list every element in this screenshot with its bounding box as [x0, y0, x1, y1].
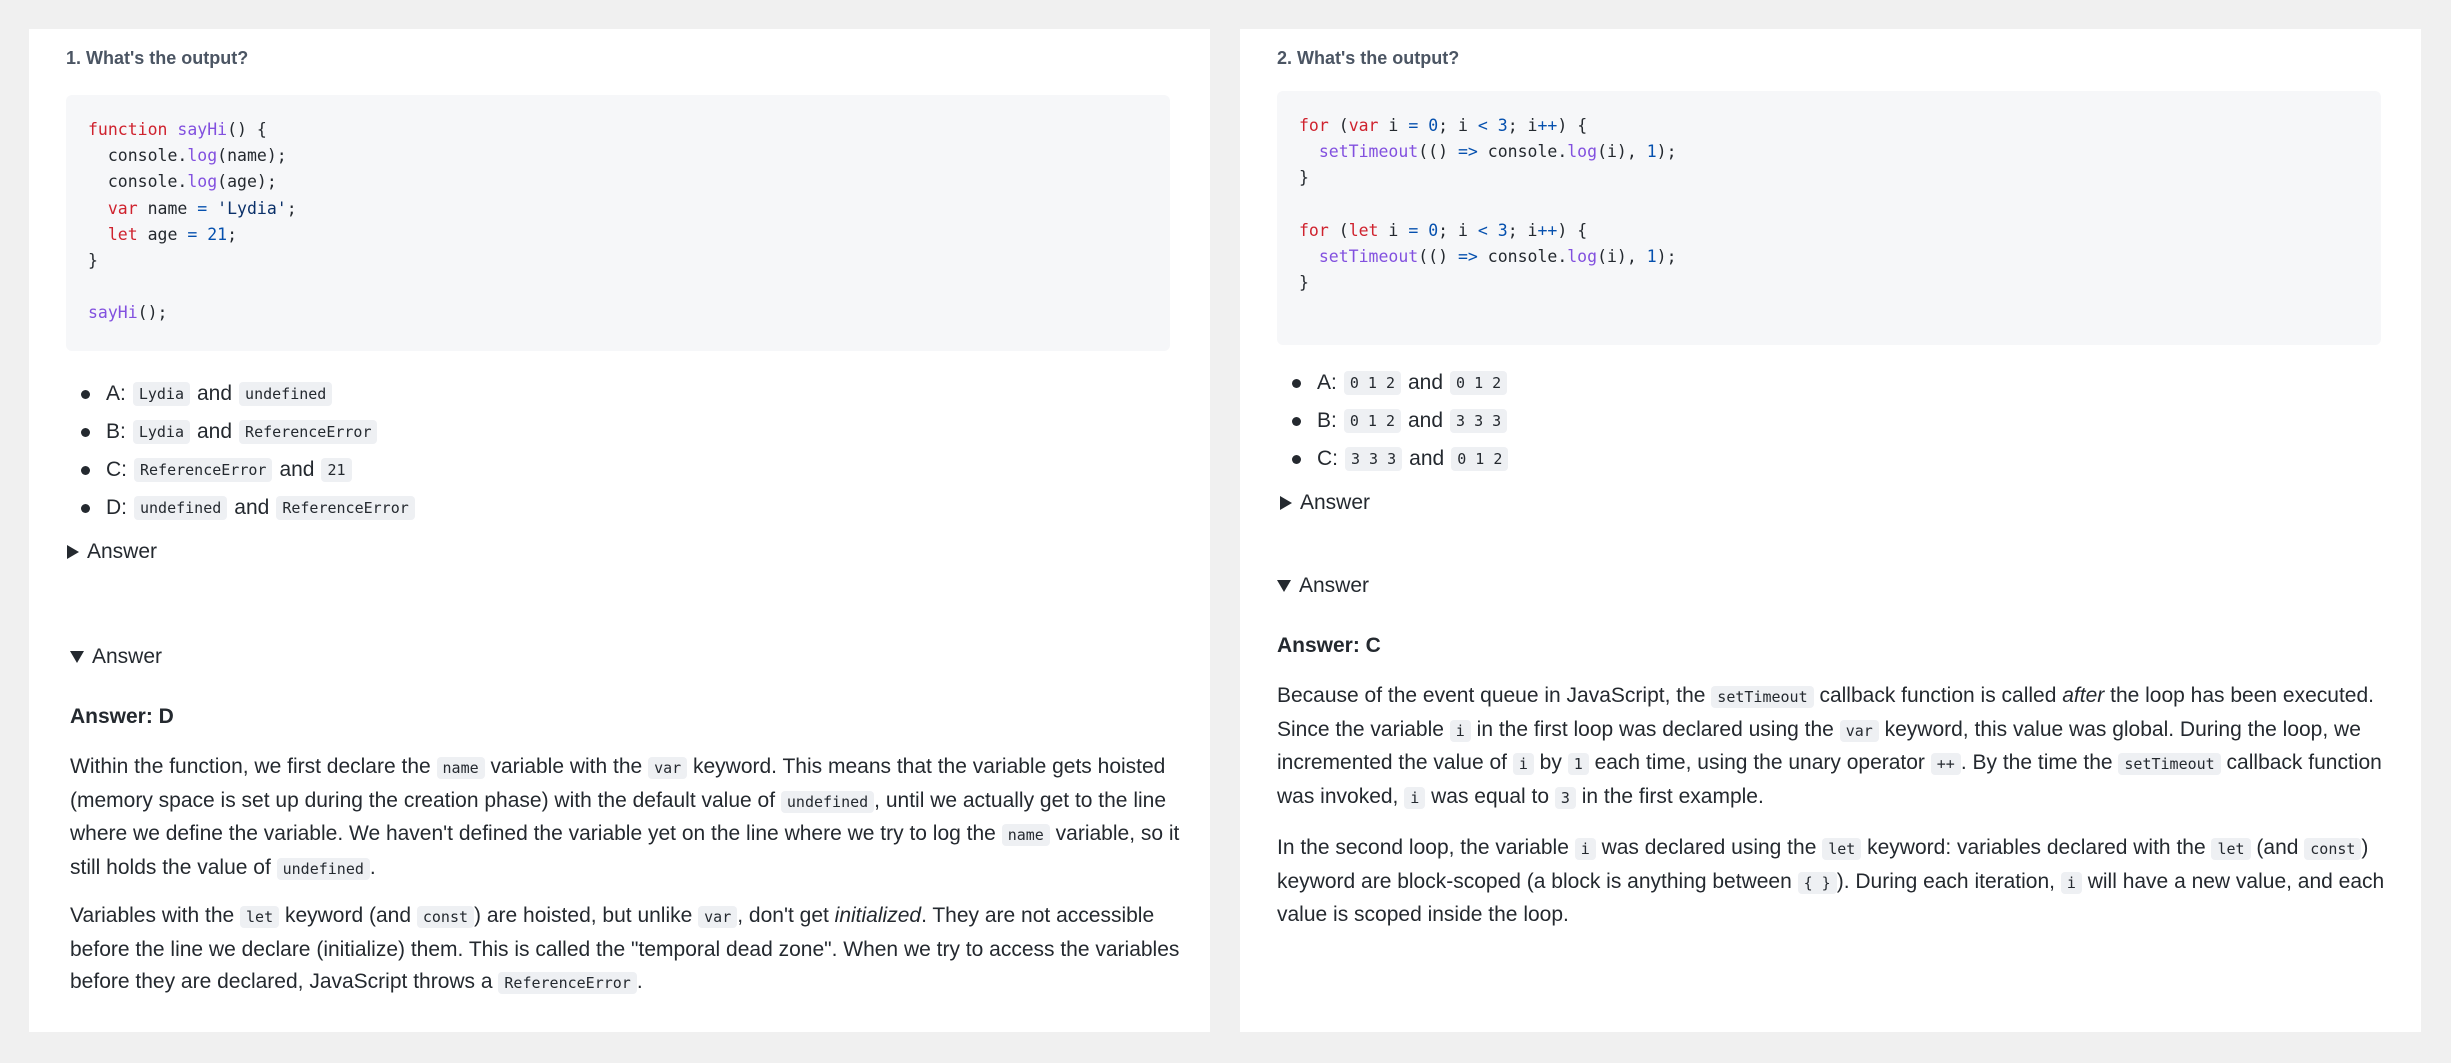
question-1-options — [66, 375, 415, 527]
answer-toggle-expanded[interactable]: Answer — [70, 645, 162, 669]
explanation-paragraph-2: Variables with the let keyword (and const ) are hoisted, but unlike var , don't get initialized. They are not accessible before the line we declare (initialize) them. This is called the "temporal dead zone". When we try to access the variables before they are declared, JavaScript throws a ReferenceError . — [70, 904, 1180, 993]
triangle-down-icon — [1277, 580, 1291, 592]
code-line: for (var i = 0; i < 3; i++) { — [1299, 116, 1588, 135]
option-c: C: ReferenceError and 21 — [66, 451, 415, 489]
explanation-paragraph-1: Within the function, we first declare the name variable with the var keyword. This means that the variable gets hoisted (memory space is set up during the creation phase) with the default value of undefined , until we actually get to the line where we define the variable. We haven't defined the variable yet on the line where we try to log the name variable, so it still holds the value of undefined . — [70, 755, 1180, 879]
triangle-right-icon — [67, 545, 79, 559]
bullet — [81, 428, 90, 437]
option-b: B: 0 1 2 and 3 3 3 — [1277, 402, 1508, 440]
answer-label: Answer: D — [70, 705, 174, 728]
code-line: var name = 'Lydia'; — [107, 198, 297, 218]
bullet — [81, 390, 90, 399]
answer-toggle-collapsed[interactable]: Answer — [1280, 491, 1370, 515]
bullet — [81, 504, 90, 513]
code-line: setTimeout(() => console.log(i), 1); — [1318, 142, 1677, 162]
option-c: C: 3 3 3 and 0 1 2 — [1277, 440, 1508, 478]
code-line: function sayHi() { — [88, 120, 267, 139]
answer-toggle-collapsed[interactable]: Answer — [67, 540, 157, 564]
answer-toggle-expanded[interactable]: Answer — [1277, 574, 1369, 598]
triangle-down-icon — [70, 651, 84, 663]
question-2-panel — [1240, 29, 2421, 1032]
question-1-panel — [29, 29, 1210, 1032]
option-d: D: undefined and ReferenceError — [66, 489, 415, 527]
code-line: } — [1299, 273, 1309, 293]
code-line — [1299, 192, 2359, 218]
question-1-title: 1. What's the output? — [66, 48, 249, 68]
question-1-code-block — [66, 95, 1170, 351]
question-2-title: 2. What's the output? — [1277, 48, 1460, 68]
code-line: console.log(name); — [107, 146, 287, 166]
bullet — [81, 466, 90, 475]
code-line — [88, 274, 1148, 300]
code-line: let age = 21; — [107, 224, 238, 244]
code-line: sayHi(); — [88, 303, 168, 323]
bullet — [1292, 417, 1301, 426]
code-line: setTimeout(() => console.log(i), 1); — [1318, 246, 1677, 266]
answer-label: Answer: C — [1277, 634, 1381, 657]
code-line: } — [88, 250, 98, 270]
option-b: B: Lydia and ReferenceError — [66, 413, 415, 451]
bullet — [1292, 455, 1301, 464]
code-line: for (let i = 0; i < 3; i++) { — [1299, 220, 1588, 240]
question-2-code-block — [1277, 91, 2381, 345]
code-line: console.log(age); — [107, 172, 277, 192]
option-a: A: Lydia and undefined — [66, 375, 415, 413]
code-line: } — [1299, 168, 1309, 188]
triangle-right-icon — [1280, 496, 1292, 510]
explanation-paragraph-2: In the second loop, the variable i was declared using the let keyword: variables declared with the let (and const ) keyword are block-scoped (a block is anything between { } ). During each iteration, i will have a new value, and each value is scoped inside the loop. — [1277, 836, 2385, 926]
option-a: A: 0 1 2 and 0 1 2 — [1277, 364, 1508, 402]
explanation-paragraph-1: Because of the event queue in JavaScript, the setTimeout callback function is called after the loop has been executed. Since the variable i in the first loop was declared using the var keyword, this value was global. During the loop, we incremented the value of i by 1 each time, using the unary operator ++ . By the time the setTimeout callback function was invoked, i was equal to 3 in the first example. — [1277, 684, 2382, 808]
bullet — [1292, 379, 1301, 388]
question-2-options — [1277, 364, 1508, 478]
